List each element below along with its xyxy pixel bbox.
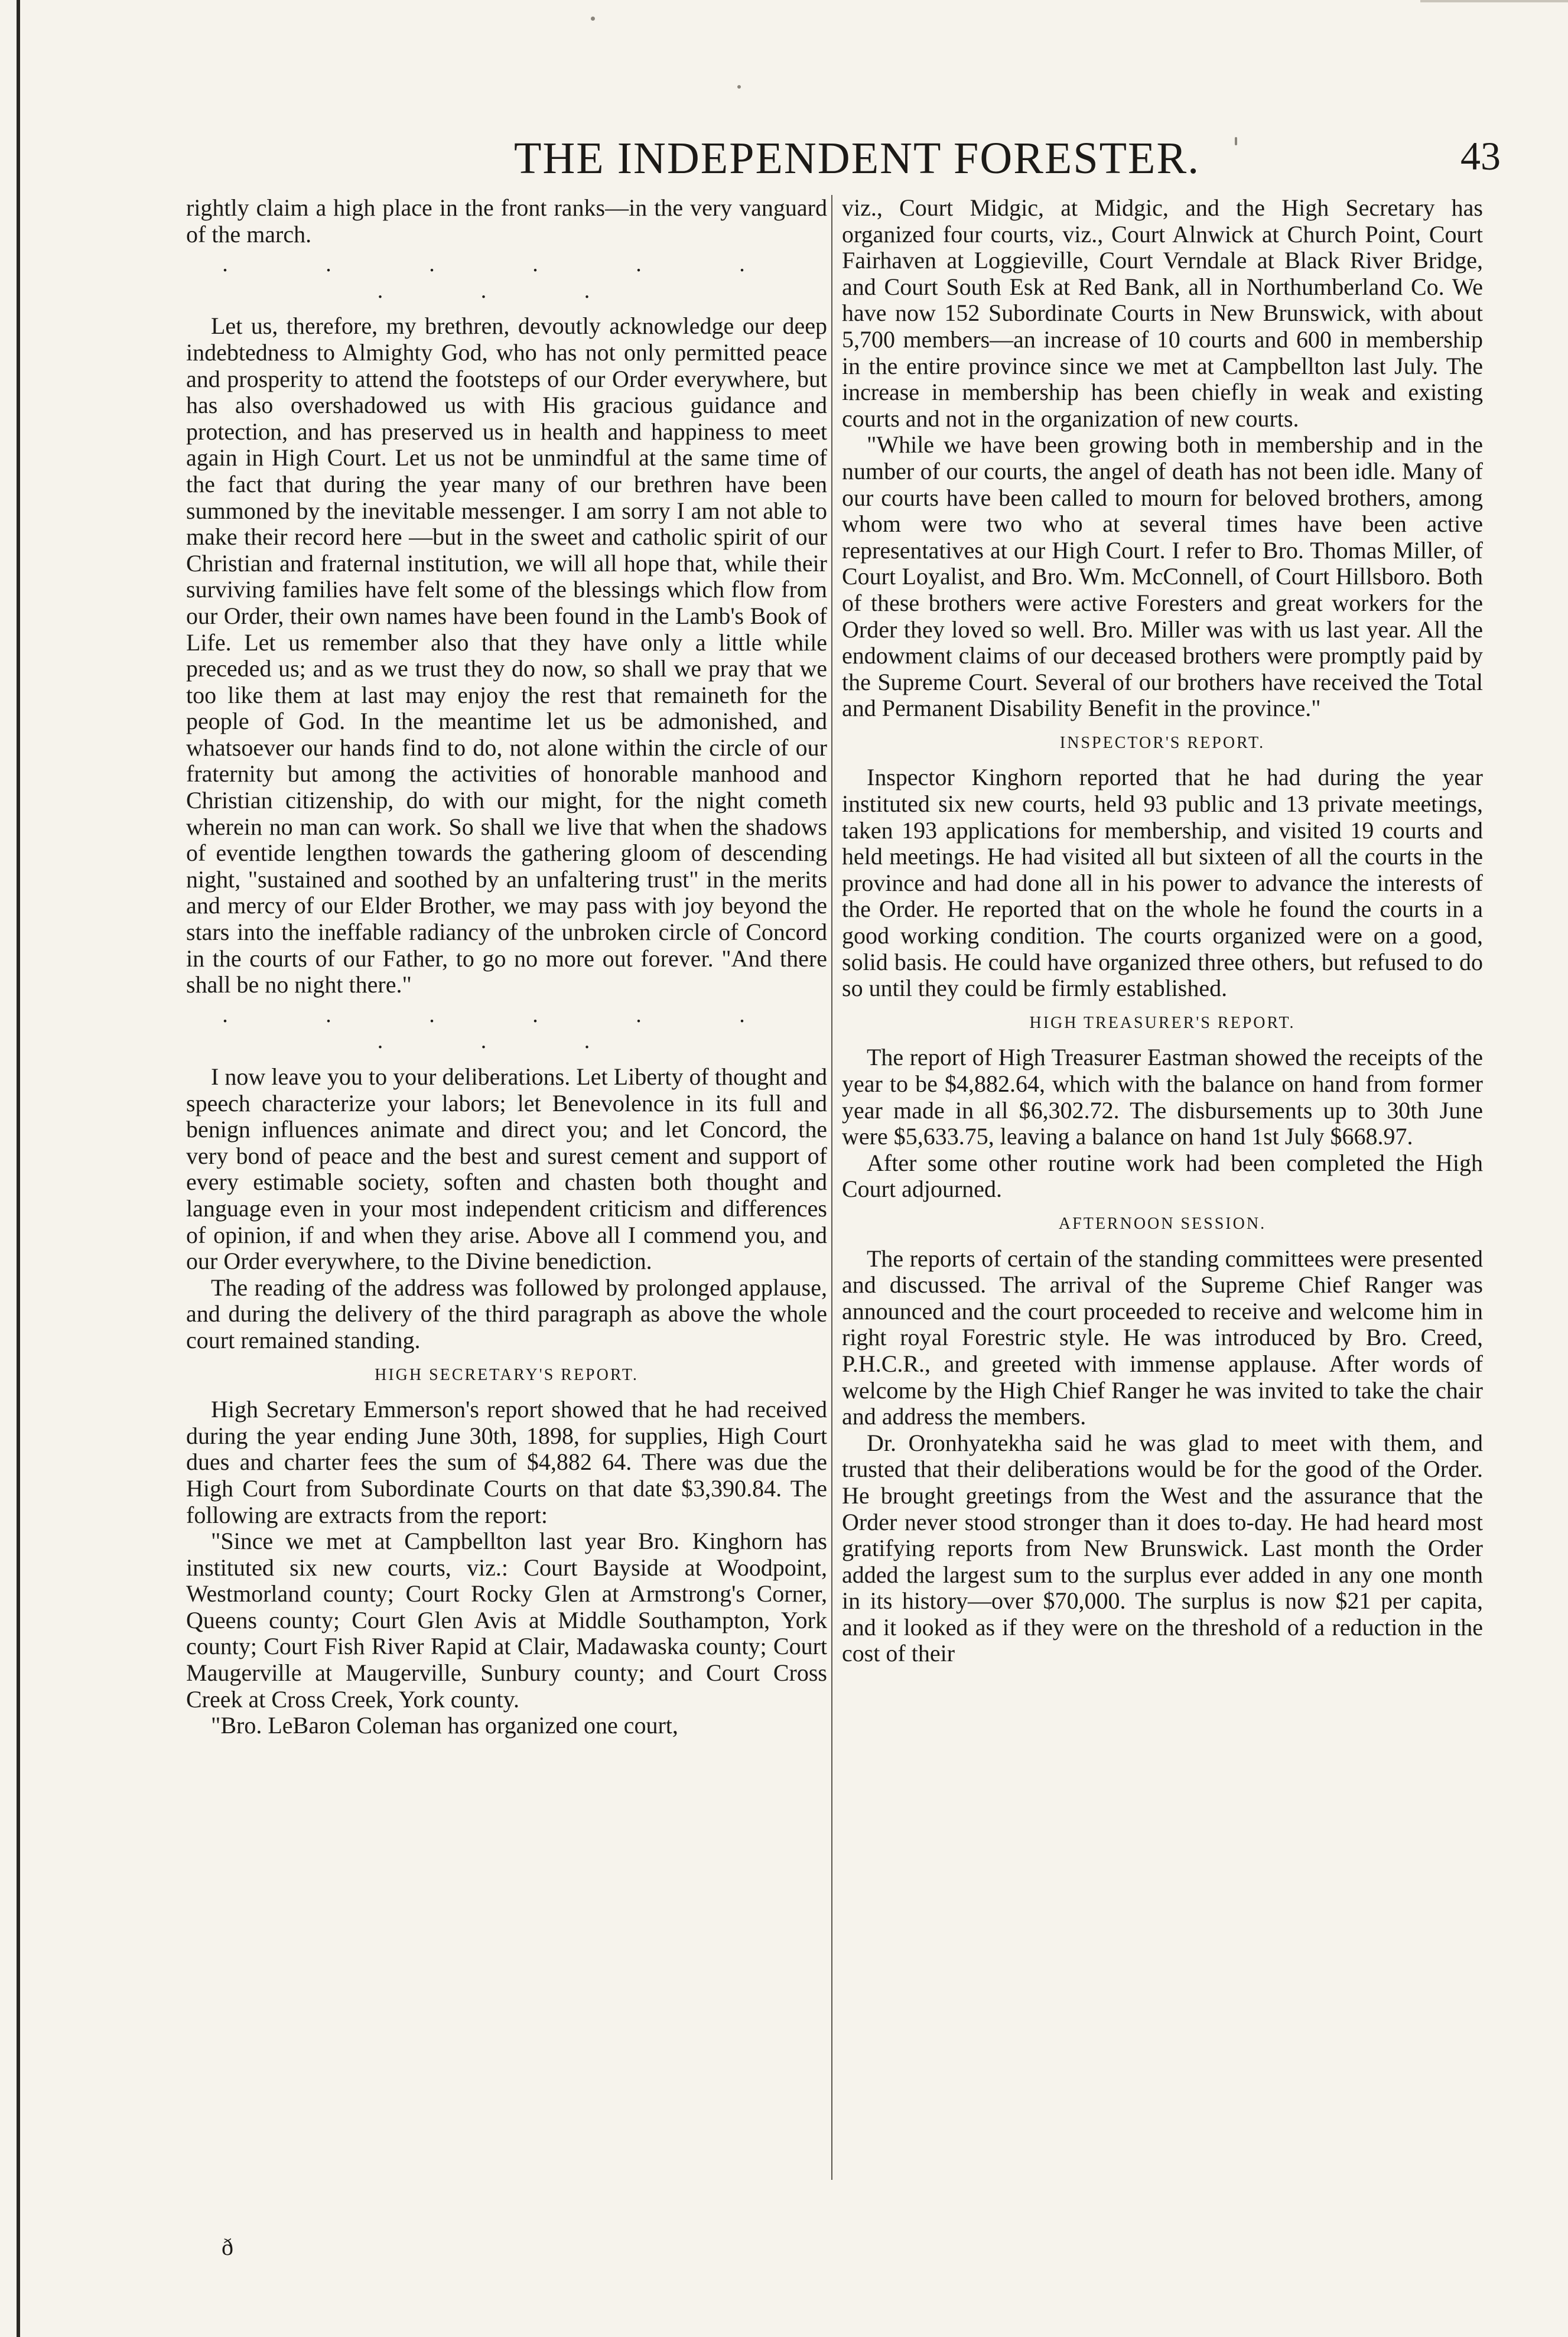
section-heading: HIGH SECRETARY'S REPORT. xyxy=(375,1365,639,1384)
left-column xyxy=(186,195,827,1739)
top-edge-mark xyxy=(1420,0,1568,2)
ellipsis-separator: . . . . . . . . . xyxy=(222,252,791,303)
page-binding-edge xyxy=(17,0,20,2337)
body-paragraph: The report of High Treasurer Eastman showed the receipts of the year to be $4,882.64, which with the balance on hand from former year made in all $6,302.72. The disbursements up to 30th June were $5,633.75, leaving a balance on hand 1st July $668.97. xyxy=(842,1044,1483,1150)
body-paragraph: Let us, therefore, my brethren, devoutly acknowledge our deep indebtedness to Almighty God, who has not only permitted peace and prosperity to attend the footsteps of our Order everywhere, but has also overshadowed us with His gracious guidance and protection, and has preserved us in health and happiness to meet again in High Court. Let us not be unmindful at the same time of the fact that during the year many of our brethren have been summoned by the inevitable messenger. I am sorry I am not able to make their record here —but in the sweet and catholic spirit of our Christian and fraternal institution, we will all hope that, while their surviving families have felt some of the blessings which flow from our Order, their own names have been found in the Lamb's Book of Life. Let us remember also that they have only a little while preceded us; and as we trust they do now, so shall we pray that we too like them at last may enjoy the rest that remaineth for the people of God. In the meantime let us be admonished, and whatsoever our hands find to do, not alone within the circle of our fraternity but among the activities of honorable manhood and Christian citizenship, do with our might, for the night cometh wherein no man can work. So shall we live that when the shadows of eventide lengthen towards the gathering gloom of descending night, "sustained and soothed by an unfaltering trust" in the merits and mercy of our Elder Brother, we may pass with joy beyond the stars into the ineffable radiancy of the unbroken circle of Concord in the courts of our Father, to go no more out forever. "And there shall be no night there." xyxy=(186,313,827,998)
body-paragraph: The reports of certain of the standing committees were presented and discussed. The arrival of the Supreme Chief Ranger was announced and the court proceeded to receive and welcome him in right royal Forestric style. He was introduced by Bro. Creed, P.H.C.R., and greeted with immense applause. After words of welcome by the High Chief Ranger he was invited to take the chair and address the members. xyxy=(842,1245,1483,1430)
body-paragraph: Dr. Oronhyatekha said he was glad to meet with them, and trusted that their deliberations would be for the good of the Order. He brought greetings from the West and the assurance that the Order never stood stronger than it does to-day. He had heard most gratifying reports from New Brunswick. Last month the Order added the largest sum to the surplus ever added in any one month in its history—over $70,000. The surplus is now $21 per capita, and it looked as if they were on the threshold of a reduction in the cost of their xyxy=(842,1429,1483,1667)
body-paragraph: "While we have been growing both in membership and in the number of our courts, the angel of death has not been idle. Many of our courts have been called to mourn for beloved brothers, among whom were two who at several times have been active representatives at our High Court. I refer to Bro. Thomas Miller, of Court Loyalist, and Bro. Wm. McConnell, of Court Hillsboro. Both of these brothers were active Foresters and great workers for the Order they loved so well. Bro. Miller was with us last year. All the endowment claims of our deceased brothers were promptly paid by the Supreme Court. Several of our brothers have received the Total and Permanent Disability Benefit in the province." xyxy=(842,431,1483,722)
running-title: THE INDEPENDENT FORESTER. xyxy=(514,134,1201,183)
body-paragraph: Inspector Kinghorn reported that he had during the year instituted six new courts, held 93 public and 13 private meetings, taken 193 applications for membership, and visited 19 courts and held meetings. He had visited all but sixteen of all the courts in the province and had done all in his power to advance the interests of the Order. He reported that on the whole he found the courts in a good working condition. The courts organized were on a good, solid basis. He could have organized three others, but refused to do so until they could be firmly established. xyxy=(842,764,1483,1002)
body-paragraph: rightly claim a high place in the front ranks—in the very vanguard of the march. xyxy=(186,194,827,248)
body-paragraph: "Since we met at Campbellton last year Bro. Kinghorn has instituted six new courts, viz.: Court Bayside at Woodpoint, Westmorland county; Court Rocky Glen at Armstrong's Corner, Queens county; Court Glen Avis at Middle Southampton, York county; Court Fish River Rapid at Clair, Madawaska county; Court Maugerville at Maugerville, Sunbury county; and Court Cross Creek at Cross Creek, York county. xyxy=(186,1528,827,1713)
body-paragraph: I now leave you to your deliberations. Let Liberty of thought and speech characterize your labors; let Benevolence in its full and benign influences animate and direct you; and let Concord, the very bond of peace and the best and surest cement and support of every estimable society, soften and chasten both thought and language even in your most independent criticism and differences of opinion, if and when they arise. Above all I commend you, and our Order everywhere, to the Divine benediction. xyxy=(186,1063,827,1275)
footer-mark: ð xyxy=(222,2234,233,2260)
page-number: 43 xyxy=(1460,134,1501,178)
running-head xyxy=(177,133,1512,186)
body-paragraph: High Secretary Emmerson's report showed that he had received during the year ending June 30th, 1898, for supplies, High Court dues and charter fees the sum of $4,882 64. There was due the High Court from Subordinate Courts on that date $3,390.84. The following are extracts from the report: xyxy=(186,1396,827,1528)
section-heading: HIGH TREASURER'S REPORT. xyxy=(1029,1013,1296,1032)
ellipsis-separator: . . . . . . . . . xyxy=(222,1002,791,1054)
ink-speck xyxy=(737,85,741,89)
body-paragraph: "Bro. LeBaron Coleman has organized one court, xyxy=(211,1712,678,1739)
body-paragraph: After some other routine work had been completed the High Court adjourned. xyxy=(842,1149,1483,1203)
body-paragraph: viz., Court Midgic, at Midgic, and the High Secretary has organized four courts, viz., Court Alnwick at Church Point, Court Fairhaven at Loggieville, Court Verndale at Black River Bridge, and Court South Esk at Red Bank, all in Northumberland Co. We have now 152 Subordinate Courts in New Brunswick, with about 5,700 members—an increase of 10 courts and 600 in membership in the entire province since we met at Campbellton last July. The increase in membership has been chiefly in weak and existing courts and not in the organization of new courts. xyxy=(842,194,1483,432)
column-divider xyxy=(831,195,832,2180)
right-column xyxy=(842,195,1483,1667)
ink-speck xyxy=(591,17,595,21)
section-heading: AFTERNOON SESSION. xyxy=(1058,1214,1267,1233)
section-heading: INSPECTOR'S REPORT. xyxy=(1059,733,1266,752)
ink-speck xyxy=(1235,137,1237,145)
body-paragraph: The reading of the address was followed by prolonged applause, and during the delivery of the third paragraph as above the whole court remained standing. xyxy=(186,1274,827,1353)
